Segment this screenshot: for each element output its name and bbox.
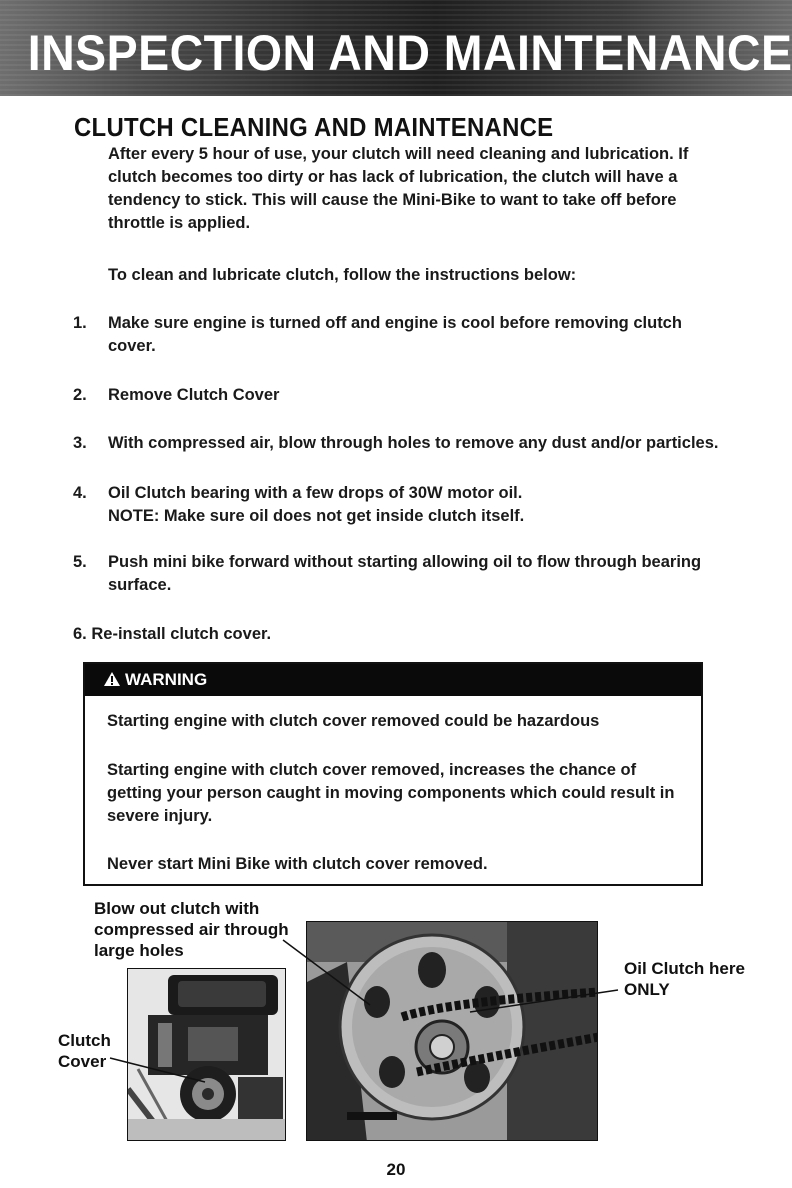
intro-paragraph: After every 5 hour of use, your clutch will need cleaning and lubrication. If clutch becomes too dirty or has lack of lubrication, the clutch will have a tendency to stick. This will cause the Mini-Bike to want to take off before throttle is applied. — [108, 145, 689, 232]
step-number: 6. — [73, 625, 87, 643]
step-text-group — [108, 482, 728, 528]
step-item — [73, 623, 271, 646]
step-number: 5. — [73, 553, 87, 571]
step-text: Oil Clutch bearing with a few drops of 30W motor oil. — [108, 484, 523, 502]
warning-heading: Starting engine with clutch cover removed could be hazardous — [107, 712, 600, 730]
warning-box — [83, 662, 703, 886]
step-number: 2. — [73, 386, 87, 404]
section-title: CLUTCH CLEANING AND MAINTENANCE — [74, 112, 554, 142]
callout-clutch-cover: Clutch Cover — [58, 1031, 111, 1071]
step-number: 3. — [73, 434, 87, 452]
step-number: 4. — [73, 484, 87, 502]
page-number: 20 — [386, 1160, 406, 1179]
callout-blow-out: Blow out clutch with compressed air through large holes — [94, 899, 289, 960]
step-text: With compressed air, blow through holes to remove any dust and/or particles. — [108, 434, 719, 452]
clutch-photo — [306, 921, 598, 1141]
page-title: INSPECTION AND MAINTENANCE — [27, 25, 792, 81]
step-text: Re-install clutch cover. — [91, 625, 272, 643]
engine-photo — [127, 968, 286, 1141]
warning-label-group — [103, 669, 207, 693]
callout-oil-clutch: Oil Clutch here ONLY — [624, 959, 745, 999]
step-note: NOTE: Make sure oil does not get inside clutch itself. — [108, 507, 525, 525]
step-text: Push mini bike forward without starting allowing oil to flow through bearing surface. — [108, 553, 702, 594]
header-banner — [0, 0, 792, 96]
step-text: Remove Clutch Cover — [108, 386, 280, 404]
warning-directive: Never start Mini Bike with clutch cover removed. — [107, 855, 488, 873]
warning-header — [85, 664, 701, 696]
step-text: Make sure engine is turned off and engine is cool before removing clutch cover. — [108, 314, 682, 355]
warning-label: WARNING — [125, 670, 208, 689]
instructions-lead: To clean and lubricate clutch, follow the instructions below: — [108, 266, 577, 284]
warning-detail: Starting engine with clutch cover removed, increases the chance of getting your person caught in moving components which could result in severe injury. — [107, 761, 675, 825]
warning-triangle-icon — [103, 671, 121, 693]
step-number: 1. — [73, 314, 87, 332]
